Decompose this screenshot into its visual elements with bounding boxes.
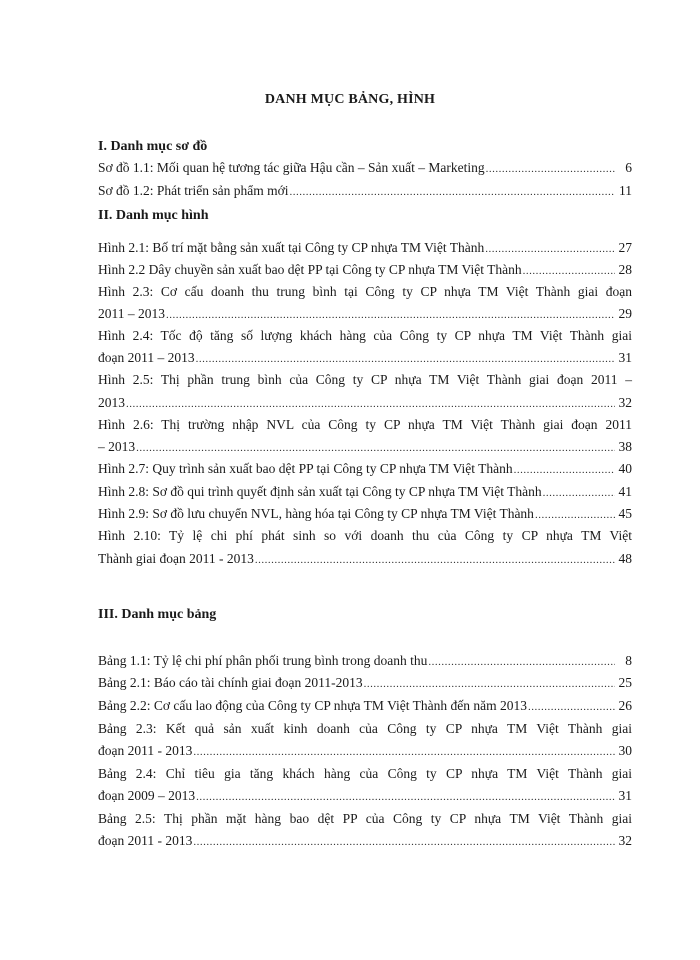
section-heading-so-do: I. Danh mục sơ đồ [98, 139, 208, 154]
toc-entry-hinh-2-2 [98, 260, 632, 280]
toc-entry-label-cont: – 2013 [98, 439, 136, 454]
toc-entry-label-cont: đoạn 2011 - 2013 [98, 833, 193, 848]
toc-entry-page: 38 [618, 439, 632, 454]
toc-entry-bang-2-4-cont [98, 786, 632, 806]
toc-entry-page: 6 [625, 160, 632, 175]
leader-dots [523, 261, 615, 281]
section-heading-hinh: II. Danh mục hình [98, 208, 209, 223]
toc-entry-label: Hình 2.3: Cơ cấu doanh thu trung bình tại Công ty CP nhựa TM Việt Thành giai đoạn [98, 284, 632, 299]
toc-entry-label: Sơ đồ 1.2: Phát triển sản phẩm mới [98, 183, 289, 198]
leader-dots [193, 832, 615, 852]
toc-entry-label: Bảng 2.5: Thị phần mặt hàng bao dệt PP của Công ty CP nhựa TM Việt Thành giai [98, 811, 632, 826]
toc-entry-hinh-2-6-cont [98, 437, 632, 457]
toc-entry-label: Hình 2.7: Quy trình sản xuất bao dệt PP tại Công ty CP nhựa TM Việt Thành [98, 461, 513, 476]
leader-dots [136, 438, 615, 458]
toc-entry-hinh-2-4 [98, 326, 632, 346]
toc-entry-page: 31 [618, 788, 632, 803]
leader-dots [485, 239, 615, 259]
toc-entry-page: 32 [618, 833, 632, 848]
toc-entry-hinh-2-8 [98, 482, 632, 502]
toc-entry-label: Hình 2.2 Dây chuyền sản xuất bao dệt PP tại Công ty CP nhựa TM Việt Thành [98, 262, 522, 277]
leader-dots [364, 674, 615, 694]
toc-entry-label: Bảng 2.2: Cơ cấu lao động của Công ty CP nhựa TM Việt Thành đến năm 2013 [98, 698, 527, 713]
toc-entry-label: Bảng 2.3: Kết quả sản xuất kinh doanh của Công ty CP nhựa TM Việt Thành giai [98, 721, 632, 736]
leader-dots [255, 550, 615, 570]
toc-entry-bang-2-1 [98, 673, 632, 693]
leader-dots [166, 305, 615, 325]
toc-entry-hinh-2-7 [98, 459, 632, 479]
toc-entry-label: Hình 2.1: Bố trí mặt bằng sản xuất tại Công ty CP nhựa TM Việt Thành [98, 240, 485, 255]
toc-entry-label-cont: 2013 [98, 395, 125, 410]
toc-entry-bang-2-3 [98, 719, 632, 739]
toc-entry-label: Hình 2.5: Thị phần trung bình của Công ty CP nhựa TM Việt Thành giai đoạn 2011 – [98, 372, 632, 387]
leader-dots [543, 483, 615, 503]
toc-entry-label: Hình 2.8: Sơ đồ qui trình quyết định sản xuất tại Công ty CP nhựa TM Việt Thành [98, 484, 542, 499]
leader-dots [290, 182, 615, 202]
leader-dots [528, 697, 615, 717]
toc-entry-label: Hình 2.4: Tốc độ tăng số lượng khách hàng của Công ty CP nhựa TM Việt Thành giai [98, 328, 632, 343]
toc-entry-page: 31 [618, 350, 632, 365]
leader-dots [514, 460, 615, 480]
toc-entry-so-do-1-1 [98, 158, 632, 178]
leader-dots [535, 505, 615, 525]
toc-entry-page: 28 [618, 262, 632, 277]
toc-entry-page: 41 [618, 484, 632, 499]
toc-entry-page: 29 [618, 306, 632, 321]
toc-entry-hinh-2-9 [98, 504, 632, 524]
toc-entry-hinh-2-3-cont [98, 304, 632, 324]
toc-entry-bang-2-4 [98, 764, 632, 784]
toc-entry-label-cont: đoạn 2011 – 2013 [98, 350, 195, 365]
toc-entry-page: 8 [625, 653, 632, 668]
toc-entry-label: Bảng 2.4: Chỉ tiêu gia tăng khách hàng của Công ty CP nhựa TM Việt Thành giai [98, 766, 632, 781]
leader-dots [196, 349, 615, 369]
toc-entry-label: Bảng 2.1: Báo cáo tài chính giai đoạn 2011-2013 [98, 675, 363, 690]
toc-entry-hinh-2-10-cont [98, 549, 632, 569]
toc-entry-label-cont: đoạn 2009 – 2013 [98, 788, 196, 803]
toc-entry-label: Hình 2.9: Sơ đồ lưu chuyển NVL, hàng hóa tại Công ty CP nhựa TM Việt Thành [98, 506, 534, 521]
toc-entry-label-cont: 2011 – 2013 [98, 306, 165, 321]
toc-entry-hinh-2-3 [98, 282, 632, 302]
toc-entry-hinh-2-5-cont [98, 393, 632, 413]
toc-entry-page: 40 [618, 461, 632, 476]
toc-entry-page: 25 [618, 675, 632, 690]
toc-entry-bang-2-3-cont [98, 741, 632, 761]
toc-entry-label: Sơ đồ 1.1: Mối quan hệ tương tác giữa Hậu cần – Sản xuất – Marketing [98, 160, 485, 175]
toc-entry-bang-2-2 [98, 696, 632, 716]
toc-entry-label: Bảng 1.1: Tỷ lệ chi phí phân phối trung bình trong doanh thu [98, 653, 428, 668]
toc-entry-hinh-2-1 [98, 238, 632, 258]
leader-dots [193, 742, 615, 762]
leader-dots [428, 652, 615, 672]
toc-entry-label-cont: Thành giai đoạn 2011 - 2013 [98, 551, 254, 566]
toc-entry-page: 30 [618, 743, 632, 758]
section-heading-bang: III. Danh mục bảng [98, 607, 217, 622]
toc-entry-page: 45 [618, 506, 632, 521]
toc-entry-page: 26 [618, 698, 632, 713]
leader-dots [196, 787, 615, 807]
leader-dots [126, 394, 615, 414]
toc-entry-bang-1-1 [98, 651, 632, 671]
toc-entry-bang-2-5 [98, 809, 632, 829]
toc-entry-label: Hình 2.10: Tỷ lệ chi phí phát sinh so với doanh thu của Công ty CP nhựa TM Việt [98, 528, 632, 543]
page-title: DANH MỤC BẢNG, HÌNH [264, 92, 436, 107]
toc-entry-label-cont: đoạn 2011 - 2013 [98, 743, 193, 758]
toc-entry-page: 32 [618, 395, 632, 410]
toc-entry-page: 11 [619, 183, 632, 198]
toc-entry-hinh-2-6 [98, 415, 632, 435]
toc-entry-label: Hình 2.6: Thị trường nhập NVL của Công ty CP nhựa TM Việt Thành giai đoạn 2011 [98, 417, 632, 432]
toc-entry-so-do-1-2 [98, 181, 632, 201]
toc-entry-hinh-2-5 [98, 370, 632, 390]
toc-entry-page: 27 [618, 240, 632, 255]
toc-entry-hinh-2-4-cont [98, 348, 632, 368]
toc-entry-hinh-2-10 [98, 526, 632, 546]
toc-entry-bang-2-5-cont [98, 831, 632, 851]
leader-dots [486, 159, 615, 179]
toc-entry-page: 48 [618, 551, 632, 566]
